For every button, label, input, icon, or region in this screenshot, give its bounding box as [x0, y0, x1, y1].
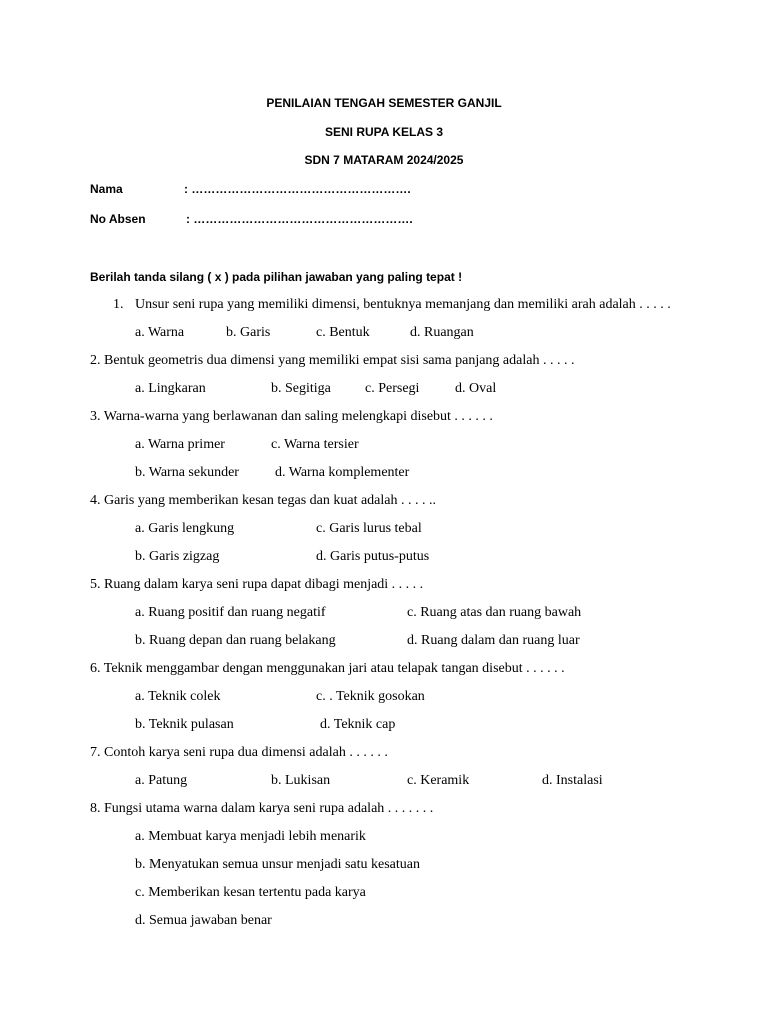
- header-school: SDN 7 MATARAM 2024/2025: [304, 153, 464, 167]
- option: d. Ruangan: [410, 325, 474, 340]
- option: c. Bentuk: [316, 325, 370, 340]
- option: c. Ruang atas dan ruang bawah: [407, 605, 582, 620]
- option: d. Teknik cap: [320, 717, 396, 732]
- option: c. Garis lurus tebal: [316, 521, 422, 536]
- option: d. Ruang dalam dan ruang luar: [407, 633, 580, 648]
- option: a. Warna: [135, 325, 185, 340]
- header-subject: SENI RUPA KELAS 3: [324, 125, 444, 139]
- option: d. Garis putus-putus: [316, 549, 430, 564]
- no-absen-label: No Absen: [90, 212, 146, 226]
- question-text: 5. Ruang dalam karya seni rupa dapat dibagi menjadi . . . . .: [90, 577, 424, 592]
- option: b. Segitiga: [271, 381, 331, 396]
- question-text: 7. Contoh karya seni rupa dua dimensi adalah . . . . . .: [90, 745, 388, 760]
- nama-label: Nama: [90, 182, 123, 196]
- option: a. Lingkaran: [135, 381, 206, 396]
- no-absen-field: : ……………………………………………….: [186, 212, 413, 226]
- option: c. Warna tersier: [271, 437, 359, 452]
- option: a. Ruang positif dan ruang negatif: [135, 605, 326, 620]
- question-text: 2. Bentuk geometris dua dimensi yang memiliki empat sisi sama panjang adalah . . . . .: [90, 353, 575, 368]
- option: b. Warna sekunder: [135, 465, 239, 480]
- option: b. Menyatukan semua unsur menjadi satu kesatuan: [135, 857, 420, 872]
- question-text: 4. Garis yang memberikan kesan tegas dan kuat adalah . . . . ..: [90, 493, 437, 508]
- instruction: Berilah tanda silang ( x ) pada pilihan jawaban yang paling tepat !: [90, 270, 463, 284]
- question-number: 1.: [113, 297, 124, 312]
- option: b. Garis: [226, 325, 271, 340]
- option: a. Patung: [135, 773, 188, 788]
- option: d. Warna komplementer: [275, 465, 410, 480]
- option: a. Teknik colek: [135, 689, 221, 704]
- option: c. Keramik: [407, 773, 470, 788]
- nama-field: : ……………………………………………….: [184, 182, 411, 196]
- question-text: 3. Warna-warna yang berlawanan dan saling melengkapi disebut . . . . . .: [90, 409, 493, 424]
- option: a. Garis lengkung: [135, 521, 235, 536]
- header-title: PENILAIAN TENGAH SEMESTER GANJIL: [266, 96, 502, 110]
- option: d. Oval: [455, 381, 497, 396]
- question-text: Unsur seni rupa yang memiliki dimensi, bentuknya memanjang dan memiliki arah adalah . . . . .: [135, 297, 671, 312]
- option: a. Warna primer: [135, 437, 225, 452]
- option: b. Lukisan: [271, 773, 331, 788]
- option: d. Semua jawaban benar: [135, 913, 272, 928]
- option: b. Ruang depan dan ruang belakang: [135, 633, 336, 648]
- question-text: 6. Teknik menggambar dengan menggunakan jari atau telapak tangan disebut . . . . . .: [90, 661, 565, 676]
- option: a. Membuat karya menjadi lebih menarik: [135, 829, 366, 844]
- option: b. Garis zigzag: [135, 549, 220, 564]
- option: c. Persegi: [365, 381, 420, 396]
- option: c. Memberikan kesan tertentu pada karya: [135, 885, 366, 900]
- question-text: 8. Fungsi utama warna dalam karya seni rupa adalah . . . . . . .: [90, 801, 434, 816]
- option: d. Instalasi: [542, 773, 603, 788]
- option: b. Teknik pulasan: [135, 717, 234, 732]
- option: c. . Teknik gosokan: [316, 689, 425, 704]
